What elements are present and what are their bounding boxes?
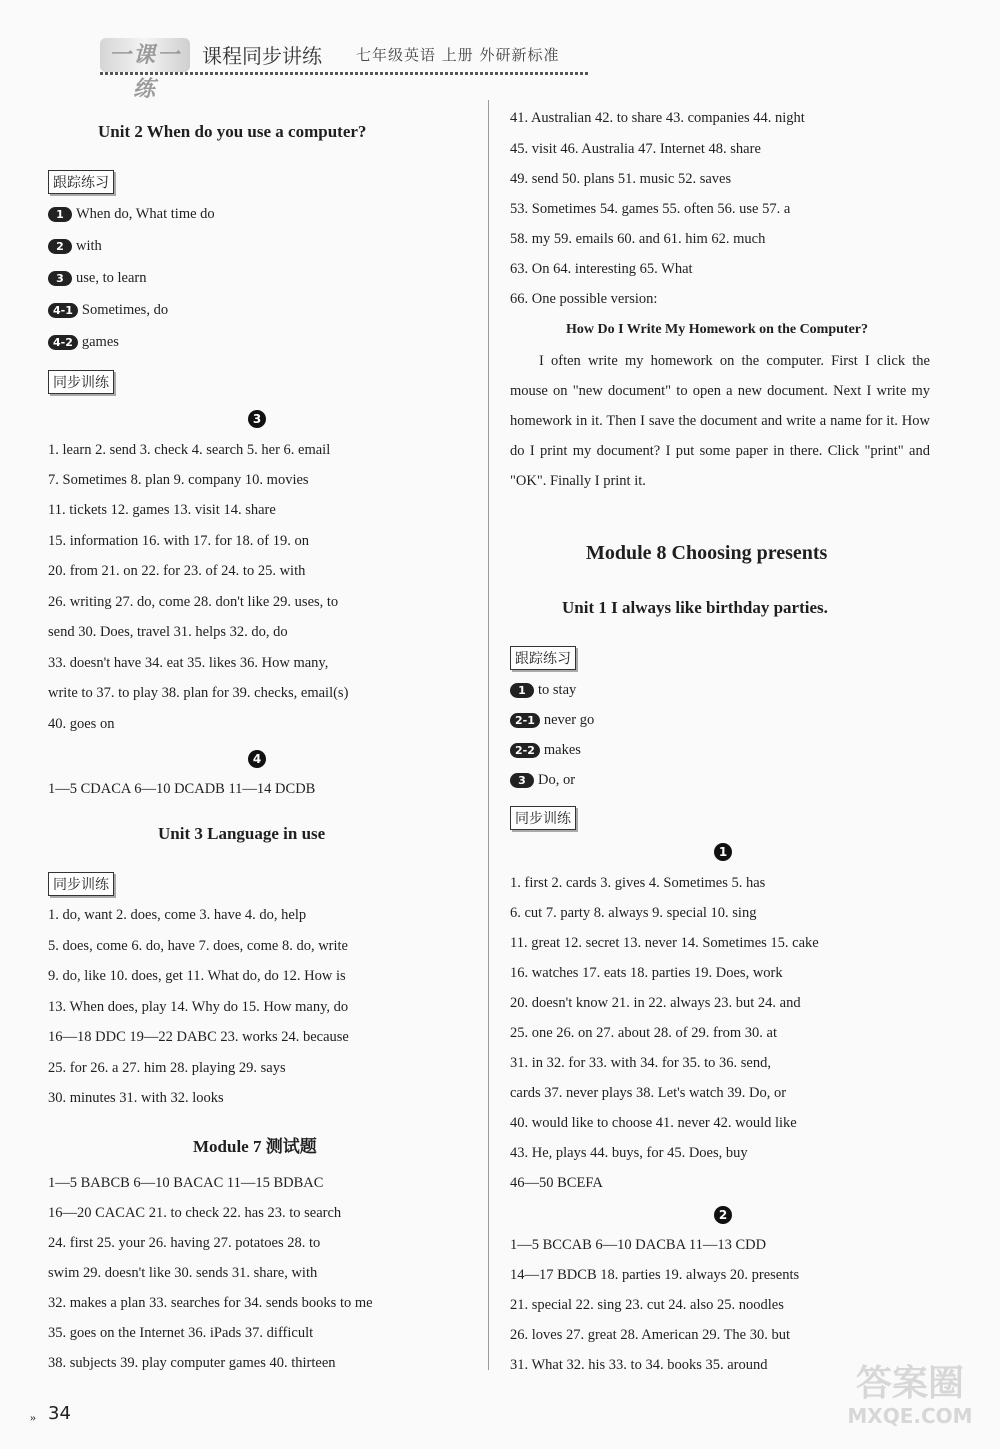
section-number-4: 4	[248, 750, 266, 768]
item-badge: 2	[48, 239, 72, 254]
answer-line: 24. first 25. your 26. having 27. potatoes 28. to	[48, 1235, 321, 1251]
answer-line: 63. On 64. interesting 65. What	[510, 261, 693, 277]
item-badge: 1	[510, 683, 534, 698]
answer-line: 31. in 32. for 33. with 34. for 35. to 36. send,	[510, 1055, 771, 1071]
track-practice-tag: 跟踪练习	[48, 170, 114, 194]
answer-line: 53. Sometimes 54. games 55. often 56. use 57. a	[510, 201, 791, 217]
answer-line: 15. information 16. with 17. for 18. of 19. on	[48, 533, 309, 549]
sync-training-tag: 同步训练	[48, 872, 114, 896]
track-text: to stay	[538, 682, 577, 698]
answer-line: send 30. Does, travel 31. helps 32. do, do	[48, 624, 288, 640]
unit1-title: Unit 1 I always like birthday parties.	[562, 598, 828, 617]
watermark	[840, 1363, 980, 1436]
track-item	[510, 772, 575, 789]
answer-line: 1. do, want 2. does, come 3. have 4. do, help	[48, 907, 307, 923]
header-rule	[100, 72, 590, 75]
series-logo: 一课一练	[100, 38, 190, 72]
item-badge: 3	[510, 773, 534, 788]
answer-line: 11. great 12. secret 13. never 14. Sometimes 15. cake	[510, 935, 819, 951]
answer-line: 1—5 BABCB 6—10 BACAC 11—15 BDBAC	[48, 1175, 324, 1191]
answer-line: 1. learn 2. send 3. check 4. search 5. her 6. email	[48, 442, 331, 458]
track-item	[48, 302, 168, 319]
answer-line: 6. cut 7. party 8. always 9. special 10. sing	[510, 905, 757, 921]
page-number: 34	[48, 1403, 71, 1424]
answer-line: swim 29. doesn't like 30. sends 31. share, with	[48, 1265, 318, 1281]
item-badge: 4-1	[48, 303, 78, 318]
track-text: When do, What time do	[76, 206, 215, 222]
answer-line: 1—5 CDACA 6—10 DCADB 11—14 DCDB	[48, 781, 316, 797]
answer-line: 14—17 BDCB 18. parties 19. always 20. presents	[510, 1267, 800, 1283]
answer-line: 5. does, come 6. do, have 7. does, come 8. do, write	[48, 938, 348, 954]
answer-line: 13. When does, play 14. Why do 15. How many, do	[48, 999, 349, 1015]
track-item	[510, 742, 581, 759]
item-badge: 4-2	[48, 335, 78, 350]
answer-line: 35. goes on the Internet 36. iPads 37. difficult	[48, 1325, 314, 1341]
answer-line: 7. Sometimes 8. plan 9. company 10. movies	[48, 472, 309, 488]
section-number-1: 1	[714, 843, 732, 861]
track-text: never go	[543, 712, 595, 728]
track-item	[510, 682, 576, 699]
unit2-title: Unit 2 When do you use a computer?	[98, 122, 367, 141]
essay-body: I often write my homework on the computer. First I click the mouse on "new document" to open a new document. Next I write my homework in it. Then I save the document and write a name for it. How do I print my document? I put some paper in there. Click "print" and "OK". Finally I print it.	[510, 353, 930, 489]
section-number-2: 2	[714, 1206, 732, 1224]
answer-line: 16. watches 17. eats 18. parties 19. Does, work	[510, 965, 783, 981]
answer-line: 25. one 26. on 27. about 28. of 29. from 30. at	[510, 1025, 778, 1041]
answer-line: 43. He, plays 44. buys, for 45. Does, buy	[510, 1145, 748, 1161]
answer-line: 58. my 59. emails 60. and 61. him 62. much	[510, 231, 766, 247]
page-header	[0, 30, 1000, 101]
track-text: use, to learn	[76, 270, 147, 286]
answer-line: 41. Australian 42. to share 43. companies 44. night	[510, 110, 805, 126]
item-badge: 2-2	[510, 743, 540, 758]
item-badge: 2-1	[510, 713, 540, 728]
item-badge: 3	[48, 271, 72, 286]
answer-line: 40. would like to choose 41. never 42. would like	[510, 1115, 797, 1131]
track-text: makes	[543, 742, 581, 758]
answer-line: 26. writing 27. do, come 28. don't like 29. uses, to	[48, 594, 339, 610]
answer-line: 16—20 CACAC 21. to check 22. has 23. to search	[48, 1205, 342, 1221]
watermark-main: 答案圈	[855, 1363, 964, 1404]
track-item	[510, 712, 594, 729]
answer-line: 45. visit 46. Australia 47. Internet 48. share	[510, 141, 761, 157]
page-arrow-icon: »	[30, 1410, 36, 1424]
watermark-sub: MXQE.COM	[847, 1404, 973, 1428]
column-divider	[488, 100, 489, 1370]
track-text: with	[76, 238, 102, 254]
track-item	[48, 238, 102, 255]
answer-line: 26. loves 27. great 28. American 29. The 30. but	[510, 1327, 791, 1343]
answer-line: 40. goes on	[48, 716, 115, 732]
track-text: Do, or	[538, 772, 576, 788]
essay-title: How Do I Write My Homework on the Computer?	[566, 322, 869, 337]
answer-line: 33. doesn't have 34. eat 35. likes 36. How many,	[48, 655, 329, 671]
track-text: games	[81, 334, 119, 350]
section-number-3: 3	[248, 410, 266, 428]
answer-line: 38. subjects 39. play computer games 40. thirteen	[48, 1355, 336, 1371]
answer-line: 20. doesn't know 21. in 22. always 23. but 24. and	[510, 995, 801, 1011]
answer-line: 9. do, like 10. does, get 11. What do, do 12. How is	[48, 968, 346, 984]
answer-line: 66. One possible version:	[510, 291, 658, 307]
answer-line: 46—50 BCEFA	[510, 1175, 603, 1191]
unit3-title: Unit 3 Language in use	[158, 824, 326, 843]
answer-line: write to 37. to play 38. plan for 39. checks, email(s)	[48, 685, 349, 701]
module7-test-title: Module 7 测试题	[193, 1137, 317, 1156]
answer-line: 20. from 21. on 22. for 23. of 24. to 25. with	[48, 563, 306, 579]
module8-title: Module 8 Choosing presents	[586, 542, 828, 564]
track-item	[48, 270, 146, 287]
sync-training-tag: 同步训练	[510, 806, 576, 830]
sync-training-tag: 同步训练	[48, 370, 114, 394]
answer-line: 16—18 DDC 19—22 DABC 23. works 24. because	[48, 1029, 349, 1045]
answer-line: 25. for 26. a 27. him 28. playing 29. says	[48, 1060, 286, 1076]
book-title: 课程同步讲练	[202, 44, 322, 68]
answer-line: 1—5 BCCAB 6—10 DACBA 11—13 CDD	[510, 1237, 767, 1253]
track-item	[48, 206, 215, 223]
answer-line: 30. minutes 31. with 32. looks	[48, 1090, 224, 1106]
answer-line: cards 37. never plays 38. Let's watch 39. Do, or	[510, 1085, 787, 1101]
answer-line: 31. What 32. his 33. to 34. books 35. around	[510, 1357, 768, 1373]
answer-line: 49. send 50. plans 51. music 52. saves	[510, 171, 732, 187]
item-badge: 1	[48, 207, 72, 222]
answer-line: 1. first 2. cards 3. gives 4. Sometimes 5. has	[510, 875, 766, 891]
book-subtitle: 七年级英语 上册 外研新标准	[356, 46, 560, 64]
track-practice-tag: 跟踪练习	[510, 646, 576, 670]
answer-line: 21. special 22. sing 23. cut 24. also 25. noodles	[510, 1297, 784, 1313]
track-item	[48, 334, 119, 351]
track-text: Sometimes, do	[81, 302, 169, 318]
answer-line: 32. makes a plan 33. searches for 34. sends books to me	[48, 1295, 373, 1311]
answer-line: 11. tickets 12. games 13. visit 14. share	[48, 502, 276, 518]
